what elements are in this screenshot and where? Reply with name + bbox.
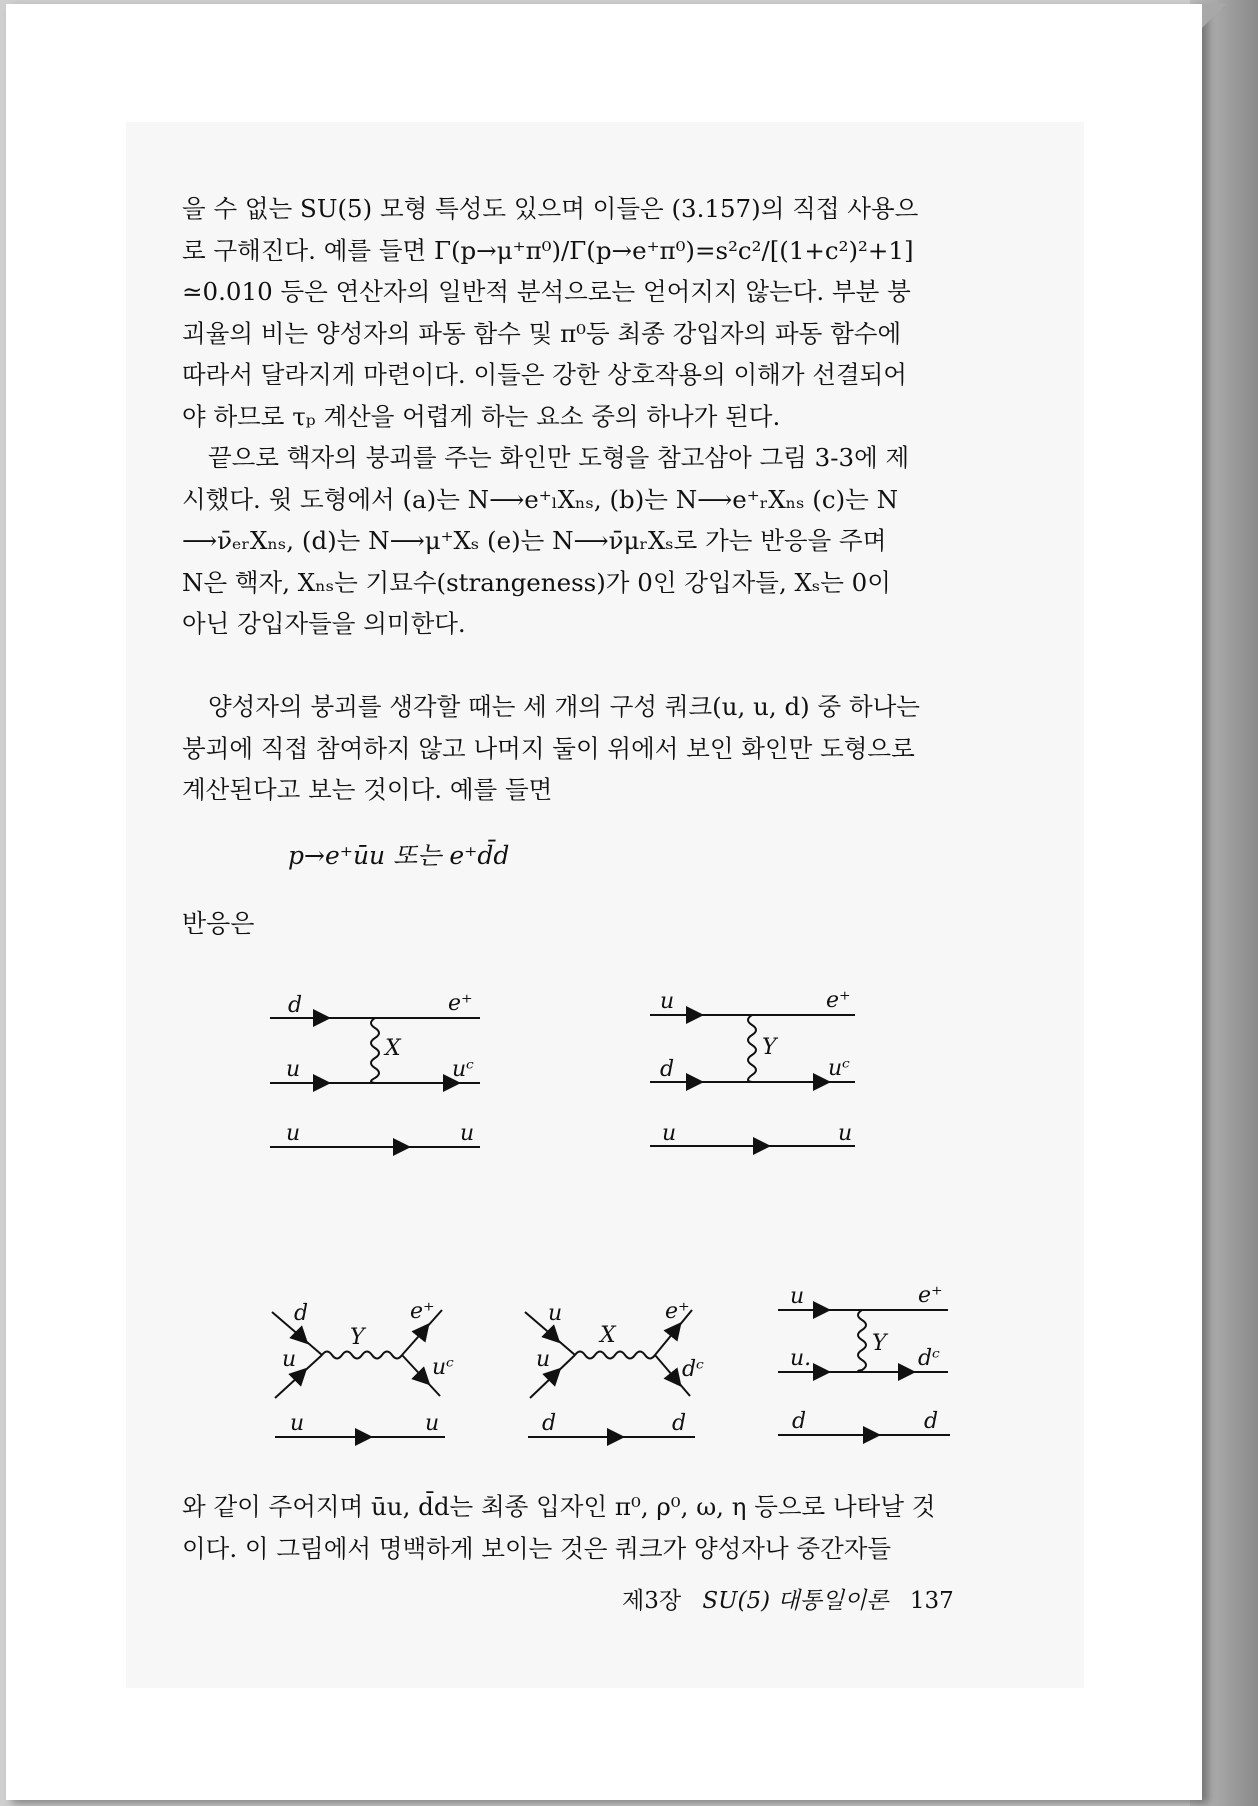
particle-label: e⁺ <box>918 1283 943 1308</box>
particle-label: uᶜ <box>452 1057 474 1082</box>
particle-label: e⁺ <box>665 1299 690 1324</box>
particle-label: dᶜ <box>682 1357 704 1382</box>
arrow-icon <box>550 1333 554 1337</box>
particle-label: u <box>282 1347 297 1372</box>
particle-label: d <box>660 1057 675 1082</box>
boson-line <box>748 1015 756 1082</box>
text-line: 붕괴에 직접 참여하지 않고 나머지 둘이 위에서 보인 화인만 도형으로 <box>182 733 915 763</box>
text-line: 야 하므로 τₚ 계산을 어렵게 하는 요소 중의 하나가 된다. <box>182 401 781 431</box>
particle-label: dᶜ <box>918 1346 940 1371</box>
arrow-icon <box>420 1330 424 1335</box>
boson-line <box>371 1018 379 1083</box>
boson-line <box>575 1352 655 1359</box>
particle-label: e⁺ <box>826 988 851 1013</box>
text-line: 로 구해진다. 예를 들면 Γ(p→μ⁺π⁰)/Γ(p→e⁺π⁰)=s²c²/[(1+c²)²+1] <box>182 235 914 265</box>
particle-label: u <box>460 1121 475 1146</box>
text-line: ⟶ν̄ₑᵣXₙₛ, (d)는 N⟶μ⁺Xₛ (e)는 N⟶ν̄μᵣXₛ로 가는 반응을 주며 <box>182 526 887 555</box>
particle-label: u <box>548 1301 563 1326</box>
text-line: 와 같이 주어지며 ūu, d̄d는 최종 입자인 π⁰, ρ⁰, ω, η 등으로 나타날 것 <box>182 1492 936 1521</box>
text-line: 양성자의 붕괴를 생각할 때는 세 개의 구성 쿼크(u, u, d) 중 하나는 <box>208 692 920 721</box>
boson-line <box>858 1310 866 1372</box>
paragraph-4 <box>182 1486 1024 1569</box>
particle-label: d <box>672 1411 687 1436</box>
text-line: 끝으로 핵자의 붕괴를 주는 화인만 도형을 참고삼아 그림 3-3에 제 <box>208 443 910 472</box>
particle-label: e⁺ <box>410 1299 435 1324</box>
boson-line <box>322 1352 402 1359</box>
chapter-title: SU(5) 대통일이론 <box>702 1588 889 1614</box>
text-line: 괴율의 비는 양성자의 파동 함수 및 π⁰등 최종 강입자의 파동 함수에 <box>182 318 902 348</box>
text-line: 따라서 달라지게 마련이다. 이들은 강한 상호작용의 이해가 선결되어 <box>182 360 907 389</box>
particle-label: u <box>838 1121 853 1146</box>
text-line: 계산된다고 보는 것이다. 예를 들면 <box>182 775 553 804</box>
feynman-diagram-2 <box>650 1015 855 1146</box>
page-number: 137 <box>909 1588 954 1614</box>
particle-label: u. <box>790 1346 812 1371</box>
boson-label: X <box>385 1036 401 1061</box>
chapter-label: 제3장 <box>622 1588 682 1614</box>
reaction-label: 반응은 <box>182 909 255 938</box>
boson-label: Y <box>872 1331 887 1356</box>
particle-label: d <box>542 1411 557 1436</box>
arrow-icon <box>297 1374 301 1378</box>
particle-label: d <box>288 993 303 1018</box>
particle-label: u <box>286 1057 301 1082</box>
particle-label: u <box>790 1284 805 1309</box>
particle-label: uᶜ <box>828 1056 850 1081</box>
particle-label: d <box>792 1409 807 1434</box>
particle-label: u <box>536 1347 551 1372</box>
text-line: 이다. 이 그림에서 명백하게 보이는 것은 쿼크가 양성자나 중간자들 <box>182 1533 892 1563</box>
text-line: 을 수 없는 SU(5) 모형 특성도 있으며 이들은 (3.157)의 직접 사용으 <box>182 194 919 223</box>
arrow-icon <box>420 1375 424 1379</box>
boson-label: X <box>600 1323 616 1348</box>
text-line: ≃0.010 등은 연산자의 일반적 분석으로는 얻어지지 않는다. 부분 붕 <box>182 277 911 306</box>
particle-label: d <box>294 1301 309 1326</box>
page-footer <box>622 1582 968 1615</box>
particle-label: u <box>660 989 675 1014</box>
feynman-diagram-1 <box>270 1018 480 1147</box>
text-line: 시했다. 윗 도형에서 (a)는 N⟶e⁺ₗXₙₛ, (b)는 N⟶e⁺ᵣXₙₛ (c)는 N <box>182 484 899 514</box>
arrow-icon <box>551 1374 555 1378</box>
boson-label: Y <box>762 1035 777 1060</box>
particle-label: e⁺ <box>448 991 473 1016</box>
text-line: N은 핵자, Xₙₛ는 기묘수(strangeness)가 0인 강입자들, Xₛ는 0이 <box>182 567 891 597</box>
particle-label: d <box>924 1409 939 1434</box>
particle-label: u <box>286 1121 301 1146</box>
boson-label: Y <box>350 1325 365 1350</box>
particle-label: u <box>290 1411 305 1436</box>
text-line: 아닌 강입자들을 의미한다. <box>182 609 466 638</box>
particle-label: u <box>662 1121 677 1146</box>
particle-label: uᶜ <box>432 1355 454 1380</box>
particle-label: u <box>425 1411 440 1436</box>
decay-equation: p→e⁺ūu 또는 e⁺d̄d <box>288 841 510 870</box>
arrow-icon <box>298 1334 302 1338</box>
